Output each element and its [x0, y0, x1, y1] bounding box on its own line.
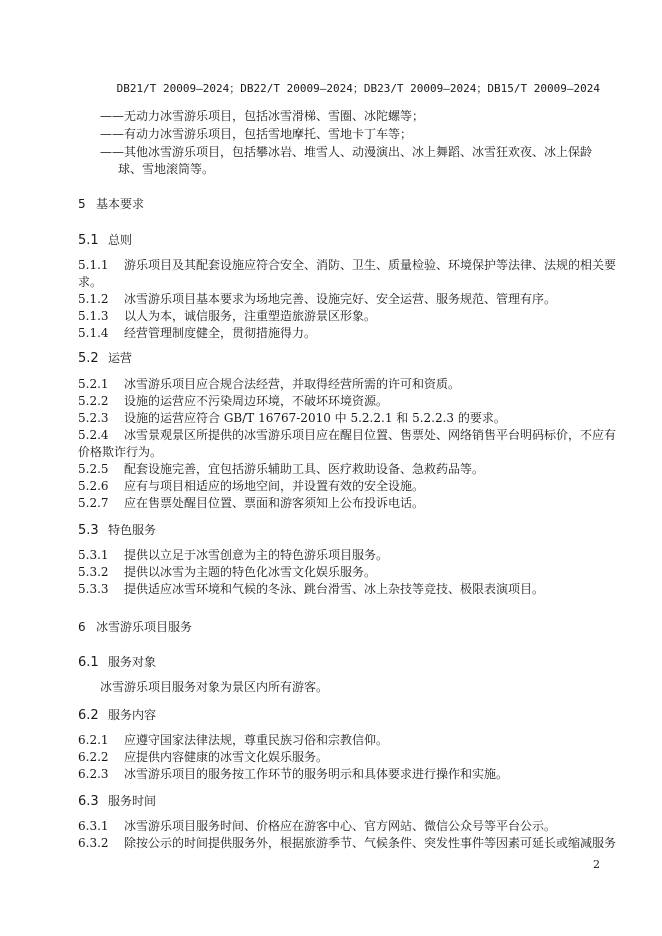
clause-6-2-3: 6.2.3 冰雪游乐项目的服务按工作环节的服务明示和具体要求进行操作和实施。: [78, 767, 509, 781]
clause-6-2-2: 6.2.2 应提供内容健康的冰雪文化娱乐服务。: [78, 750, 329, 764]
section-heading-6: 6 冰雪游乐项目服务: [78, 620, 193, 634]
clause-5-2-7: 5.2.7 应在售票处醒目位置、票面和游客须知上公布投诉电话。: [78, 496, 425, 510]
section-heading-5-2: 5.2 运营: [78, 351, 133, 366]
paragraph-6-1: 冰雪游乐项目服务对象为景区内所有游客。: [100, 680, 329, 694]
list-item: ——无动力冰雪游乐项目，包括冰雪滑梯、雪圈、冰陀螺等；: [100, 109, 425, 123]
clause-continuation: 价格欺诈行为。: [78, 445, 163, 459]
clause-5-3-3: 5.3.3 提供适应冰雪环境和气候的冬泳、跳台滑雪、冰上杂技等竞技、极限表演项目。: [78, 582, 545, 596]
list-item-continuation: 球、雪地滚筒等。: [118, 162, 215, 176]
clause-5-1-2: 5.1.2 冰雪游乐项目基本要求为场地完善、设施完好、安全运营、服务规范、管理有序。: [78, 292, 557, 306]
section-heading-5: 5 基本要求: [78, 197, 145, 211]
clause-5-2-6: 5.2.6 应有与项目相适应的场地空间，并设置有效的安全设施。: [78, 479, 425, 493]
section-heading-5-3: 5.3 特色服务: [78, 523, 157, 538]
page-number: 2: [593, 858, 600, 871]
clause-5-2-4: 5.2.4 冰雪景观景区所提供的冰雪游乐项目应在醒目位置、售票处、网络销售平台明码标价，不应有: [78, 428, 617, 442]
clause-5-3-2: 5.3.2 提供以冰雪为主题的特色化冰雪文化娱乐服务。: [78, 565, 377, 579]
section-heading-5-1: 5.1 总则: [78, 233, 133, 248]
section-heading-6-1: 6.1 服务对象: [78, 655, 157, 670]
clause-5-3-1: 5.3.1 提供以立足于冰雪创意为主的特色游乐项目服务。: [78, 548, 389, 562]
list-item: ——其他冰雪游乐项目，包括攀冰岩、堆雪人、动漫演出、冰上舞蹈、冰雪狂欢夜、冰上保龄: [100, 145, 593, 159]
clause-6-3-1: 6.3.1 冰雪游乐项目服务时间、价格应在游客中心、官方网站、微信公众号等平台公示。: [78, 819, 557, 833]
clause-5-2-3: 5.2.3 设施的运营应符合 GB/T 16767-2010 中 5.2.2.1 和 5.2.2.3 的要求。: [78, 411, 506, 425]
clause-6-2-1: 6.2.1 应遵守国家法律法规，尊重民族习俗和宗教信仰。: [78, 733, 389, 747]
standard-header: DB21/T 20009—2024；DB22/T 20009—2024；DB23/T 20009—2024；DB15/T 20009—2024: [116, 82, 600, 95]
clause-6-3-2: 6.3.2 除按公示的时间提供服务外，根据旅游季节、气候条件、突发性事件等因素可延长或缩减服务: [78, 836, 617, 850]
list-item: ——有动力冰雪游乐项目，包括雪地摩托、雪地卡丁车等；: [100, 127, 413, 141]
clause-5-2-5: 5.2.5 配套设施完善，宜包括游乐辅助工具、医疗救助设备、急救药品等。: [78, 462, 485, 476]
section-heading-6-2: 6.2 服务内容: [78, 708, 157, 723]
section-heading-6-3: 6.3 服务时间: [78, 794, 157, 809]
clause-continuation: 求。: [78, 275, 103, 289]
clause-5-2-1: 5.2.1 冰雪游乐项目应合规合法经营，并取得经营所需的许可和资质。: [78, 377, 461, 391]
clause-5-1-4: 5.1.4 经营管理制度健全，贯彻措施得力。: [78, 326, 317, 340]
clause-5-1-1: 5.1.1 游乐项目及其配套设施应符合安全、消防、卫生、质量检验、环境保护等法律、法规的相关要: [78, 258, 617, 272]
clause-5-1-3: 5.1.3 以人为本，诚信服务，注重塑造旅游景区形象。: [78, 309, 377, 323]
clause-5-2-2: 5.2.2 设施的运营应不污染周边环境，不破坏环境资源。: [78, 394, 389, 408]
